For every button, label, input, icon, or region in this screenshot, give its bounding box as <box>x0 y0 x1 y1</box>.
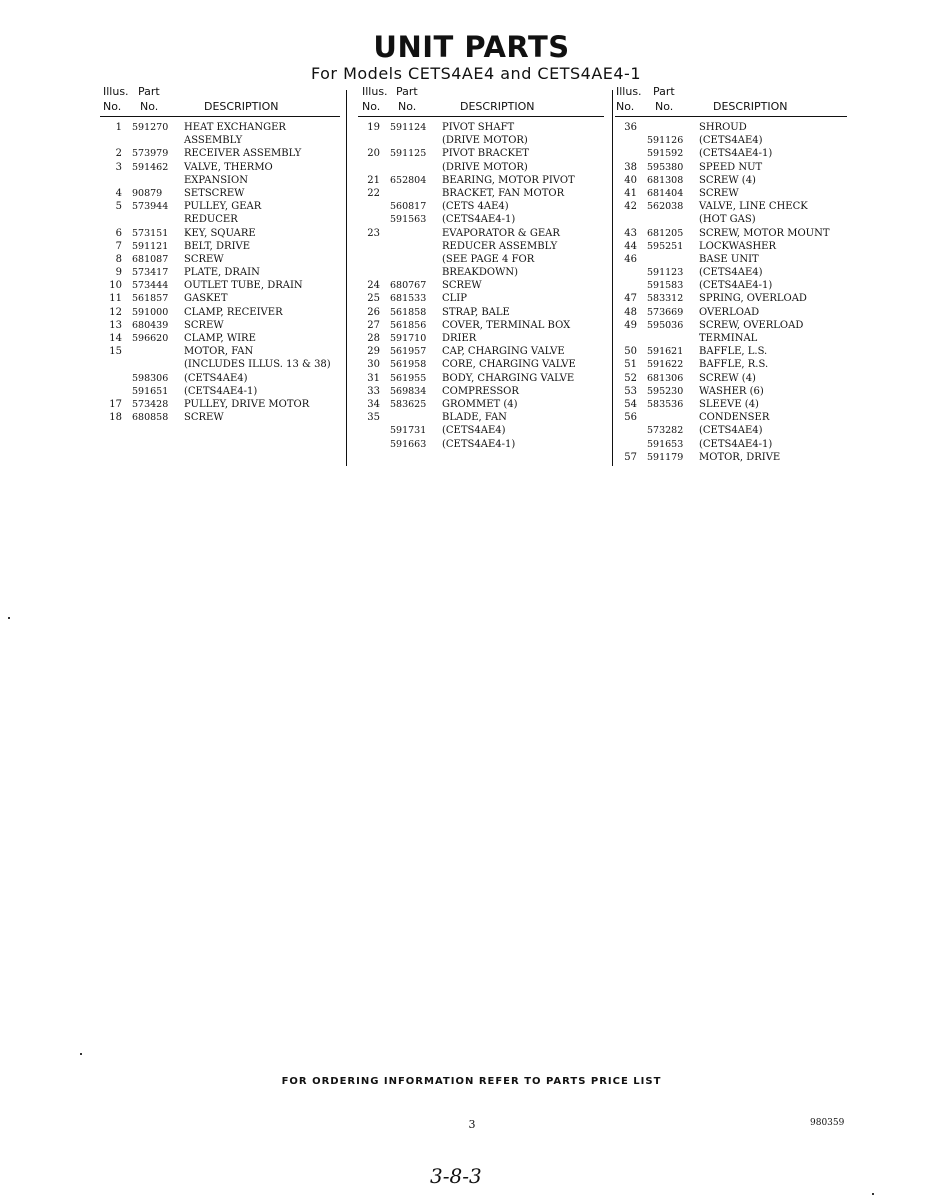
header-rule <box>100 116 340 117</box>
part-number: 583625 <box>390 398 427 410</box>
part-description: (CETS4AE4-1) <box>699 438 773 450</box>
part-description: BODY, CHARGING VALVE <box>442 372 575 384</box>
illus-number: 1 <box>115 122 122 133</box>
table-row <box>100 134 342 147</box>
table-row <box>358 227 610 240</box>
part-description: (CETS4AE4) <box>699 425 763 437</box>
table-row <box>615 424 855 437</box>
illus-number: 26 <box>367 306 380 318</box>
illus-number: 54 <box>624 398 637 410</box>
table-row <box>615 134 855 147</box>
table-row <box>358 424 610 437</box>
page-number: 3 <box>468 1118 476 1131</box>
part-description: (CETS4AE4) <box>699 267 763 279</box>
table-row <box>358 438 610 451</box>
part-description: BLADE, FAN <box>442 412 507 424</box>
illus-number: 17 <box>109 398 122 410</box>
part-description: SCREW <box>699 187 739 199</box>
part-number: 591653 <box>647 438 684 450</box>
header-rule <box>615 116 847 117</box>
part-description: (INCLUDES ILLUS. 13 & 38) <box>184 359 331 371</box>
illus-number: 2 <box>115 148 122 160</box>
header-part-label: Part <box>396 85 418 98</box>
header-description: DESCRIPTION <box>713 100 788 113</box>
table-row <box>358 385 610 398</box>
part-description: ASSEMBLY <box>184 135 243 147</box>
part-number: 561858 <box>390 306 427 318</box>
table-row <box>100 147 342 160</box>
part-description: (DRIVE MOTOR) <box>442 161 528 173</box>
table-row <box>615 398 855 411</box>
part-description: PULLEY, DRIVE MOTOR <box>184 398 310 410</box>
table-row <box>358 279 610 292</box>
part-number: 680439 <box>132 319 169 331</box>
part-description: BREAKDOWN) <box>442 267 519 279</box>
illus-number: 8 <box>115 253 122 265</box>
table-row <box>100 161 342 174</box>
table-row <box>615 451 855 464</box>
parts-list <box>100 121 342 424</box>
table-row <box>615 187 855 200</box>
part-number: 573669 <box>647 306 684 318</box>
part-description: SCREW (4) <box>699 174 756 186</box>
table-row <box>100 279 342 292</box>
illus-number: 15 <box>109 346 122 358</box>
header-illus-label: Illus. <box>103 85 129 98</box>
table-row <box>358 372 610 385</box>
illus-number: 20 <box>367 148 380 160</box>
part-number: 681306 <box>647 372 684 384</box>
part-number: 591125 <box>390 148 427 160</box>
part-description: KEY, SQUARE <box>184 227 256 239</box>
part-number: 561955 <box>390 372 427 384</box>
part-number: 591462 <box>132 161 169 173</box>
part-number: 569834 <box>390 385 427 397</box>
page-title: UNIT PARTS <box>373 30 570 64</box>
part-description: (CETS4AE4) <box>699 135 763 147</box>
illus-number: 28 <box>367 333 380 344</box>
part-number: 680767 <box>390 280 427 292</box>
table-row <box>358 398 610 411</box>
illus-number: 7 <box>115 240 122 252</box>
table-row <box>358 121 610 134</box>
illus-number: 35 <box>367 412 380 424</box>
table-row <box>615 147 855 160</box>
part-description: RECEIVER ASSEMBLY <box>184 148 302 160</box>
table-row <box>615 385 855 398</box>
column-header <box>358 83 610 117</box>
part-description: (SEE PAGE 4 FOR <box>442 253 535 265</box>
part-description: BAFFLE, R.S. <box>699 359 769 371</box>
table-row <box>100 345 342 358</box>
ordering-info-footer: FOR ORDERING INFORMATION REFER TO PARTS PRICE LIST <box>281 1076 662 1087</box>
illus-number: 34 <box>367 398 380 410</box>
part-number: 562038 <box>647 201 684 213</box>
part-number: 591123 <box>647 267 684 279</box>
illus-number: 19 <box>367 122 380 133</box>
parts-column-3 <box>615 83 855 464</box>
illus-number: 4 <box>115 187 122 199</box>
illus-number: 29 <box>367 346 380 358</box>
illus-number: 22 <box>367 187 380 199</box>
table-row <box>100 253 342 266</box>
part-description: EXPANSION <box>184 174 248 186</box>
part-description: (CETS4AE4-1) <box>442 438 516 450</box>
header-illus-no: No. <box>103 100 122 113</box>
table-row <box>615 174 855 187</box>
part-description: OVERLOAD <box>699 306 760 318</box>
part-description: SHROUD <box>699 122 747 133</box>
part-number: 652804 <box>390 174 427 186</box>
table-row <box>358 240 610 253</box>
header-part-no: No. <box>655 100 674 113</box>
illus-number: 42 <box>624 201 637 213</box>
table-row <box>100 385 342 398</box>
illus-number: 43 <box>624 227 637 239</box>
illus-number: 3 <box>115 161 122 173</box>
header-illus-label: Illus. <box>362 85 388 98</box>
part-description: (CETS 4AE4) <box>442 201 509 213</box>
part-description: VALVE, LINE CHECK <box>699 201 808 213</box>
part-number: 591731 <box>390 425 427 437</box>
part-description: (CETS4AE4-1) <box>699 148 773 160</box>
table-row <box>615 438 855 451</box>
illus-number: 40 <box>624 174 637 186</box>
part-number: 573444 <box>132 280 169 292</box>
header-part-no: No. <box>140 100 159 113</box>
part-number: 561958 <box>390 359 427 371</box>
illus-number: 47 <box>624 293 637 305</box>
illus-number: 11 <box>109 293 122 305</box>
table-row <box>615 358 855 371</box>
part-description: CAP, CHARGING VALVE <box>442 346 565 358</box>
header-illus-no: No. <box>362 100 381 113</box>
part-description: (CETS4AE4) <box>442 425 506 437</box>
table-row <box>615 345 855 358</box>
part-description: SLEEVE (4) <box>699 398 759 410</box>
table-row <box>615 240 855 253</box>
part-number: 591622 <box>647 359 684 371</box>
table-row <box>358 174 610 187</box>
table-row <box>100 187 342 200</box>
illus-number: 50 <box>624 346 637 358</box>
part-description: REDUCER <box>184 214 238 226</box>
part-description: OUTLET TUBE, DRAIN <box>184 280 303 292</box>
part-description: VALVE, THERMO <box>184 161 273 173</box>
column-divider-2 <box>612 90 613 466</box>
part-description: DRIER <box>442 333 477 344</box>
part-description: LOCKWASHER <box>699 240 777 252</box>
illus-number: 48 <box>624 306 637 318</box>
table-row <box>358 147 610 160</box>
part-number: 591126 <box>647 135 684 147</box>
table-row <box>358 134 610 147</box>
part-number: 596620 <box>132 333 169 344</box>
table-row <box>358 411 610 424</box>
table-row <box>358 213 610 226</box>
scan-speck <box>80 1053 82 1055</box>
header-part-label: Part <box>138 85 160 98</box>
table-row <box>358 187 610 200</box>
table-row <box>615 213 855 226</box>
part-description: COMPRESSOR <box>442 385 519 397</box>
part-description: SCREW (4) <box>699 372 756 384</box>
table-row <box>615 121 855 134</box>
table-row <box>100 306 342 319</box>
header-illus-label: Illus. <box>616 85 642 98</box>
part-description: SPRING, OVERLOAD <box>699 293 807 305</box>
part-description: BRACKET, FAN MOTOR <box>442 187 565 199</box>
table-row <box>615 332 855 345</box>
header-part-no: No. <box>398 100 417 113</box>
part-description: GASKET <box>184 293 228 305</box>
part-number: 591583 <box>647 280 684 292</box>
illus-number: 51 <box>624 359 637 371</box>
table-row <box>615 411 855 424</box>
header-description: DESCRIPTION <box>460 100 535 113</box>
header-description: DESCRIPTION <box>204 100 279 113</box>
part-number: 595036 <box>647 319 684 331</box>
part-number: 591270 <box>132 122 169 133</box>
illus-number: 33 <box>367 385 380 397</box>
part-number: 598306 <box>132 372 169 384</box>
part-number: 573944 <box>132 201 169 213</box>
part-number: 681533 <box>390 293 427 305</box>
table-row <box>615 279 855 292</box>
illus-number: 21 <box>367 174 380 186</box>
illus-number: 46 <box>624 253 637 265</box>
part-description: (CETS4AE4-1) <box>184 385 258 397</box>
table-row <box>100 372 342 385</box>
part-description: (DRIVE MOTOR) <box>442 135 528 147</box>
parts-list <box>358 121 610 451</box>
illus-number: 53 <box>624 385 637 397</box>
page-subtitle: For Models CETS4AE4 and CETS4AE4-1 <box>310 64 642 83</box>
table-row <box>100 174 342 187</box>
part-description: PLATE, DRAIN <box>184 267 260 279</box>
document-number: 980359 <box>810 1118 845 1128</box>
illus-number: 31 <box>367 372 380 384</box>
part-description: SCREW <box>184 253 224 265</box>
table-row <box>358 266 610 279</box>
part-number: 681205 <box>647 227 684 239</box>
illus-number: 13 <box>109 319 122 331</box>
part-number: 561957 <box>390 346 427 358</box>
illus-number: 25 <box>367 293 380 305</box>
part-number: 573979 <box>132 148 169 160</box>
part-description: SCREW <box>184 319 224 331</box>
part-description: BEARING, MOTOR PIVOT <box>442 174 575 186</box>
part-number: 591563 <box>390 214 427 226</box>
illus-number: 44 <box>624 240 637 252</box>
table-row <box>100 411 342 424</box>
part-description: (CETS4AE4) <box>184 372 248 384</box>
part-description: REDUCER ASSEMBLY <box>442 240 558 252</box>
illus-number: 9 <box>115 267 122 279</box>
part-description: SCREW <box>442 280 482 292</box>
part-description: SCREW, MOTOR MOUNT <box>699 227 830 239</box>
header-illus-no: No. <box>616 100 635 113</box>
illus-number: 6 <box>115 227 122 239</box>
table-row <box>615 161 855 174</box>
part-number: 591621 <box>647 346 684 358</box>
illus-number: 18 <box>109 412 122 424</box>
parts-list <box>615 121 855 464</box>
parts-column-1 <box>100 83 342 424</box>
part-description: PIVOT BRACKET <box>442 148 529 160</box>
illus-number: 12 <box>109 306 122 318</box>
illus-number: 14 <box>109 333 122 344</box>
part-description: COVER, TERMINAL BOX <box>442 319 571 331</box>
part-description: CORE, CHARGING VALVE <box>442 359 576 371</box>
illus-number: 10 <box>109 280 122 292</box>
table-row <box>615 319 855 332</box>
table-row <box>100 332 342 345</box>
part-number: 90879 <box>132 187 163 199</box>
scan-speck <box>8 617 10 619</box>
header-rule <box>358 116 604 117</box>
table-row <box>100 398 342 411</box>
part-description: SETSCREW <box>184 187 245 199</box>
part-description: HEAT EXCHANGER <box>184 122 286 133</box>
part-number: 591124 <box>390 122 427 133</box>
part-description: BELT, DRIVE <box>184 240 251 252</box>
table-row <box>358 319 610 332</box>
part-description: CLIP <box>442 293 467 305</box>
illus-number: 30 <box>367 359 380 371</box>
table-row <box>615 372 855 385</box>
table-row <box>615 266 855 279</box>
table-row <box>358 292 610 305</box>
illus-number: 57 <box>624 451 637 463</box>
illus-number: 38 <box>624 161 637 173</box>
table-row <box>358 253 610 266</box>
part-number: 591000 <box>132 306 169 318</box>
part-description: CLAMP, RECEIVER <box>184 306 283 318</box>
table-row <box>358 306 610 319</box>
header-part-label: Part <box>653 85 675 98</box>
part-description: BASE UNIT <box>699 253 759 265</box>
illus-number: 56 <box>624 412 637 424</box>
part-description: BAFFLE, L.S. <box>699 346 768 358</box>
illus-number: 23 <box>367 227 380 239</box>
table-row <box>100 292 342 305</box>
table-row <box>615 253 855 266</box>
illus-number: 49 <box>624 319 637 331</box>
part-number: 561856 <box>390 319 427 331</box>
part-number: 583536 <box>647 398 684 410</box>
part-number: 573282 <box>647 425 684 437</box>
part-description: PIVOT SHAFT <box>442 122 515 133</box>
part-description: (CETS4AE4-1) <box>699 280 773 292</box>
part-description: GROMMET (4) <box>442 398 518 410</box>
illus-number: 5 <box>115 201 122 213</box>
table-row <box>358 200 610 213</box>
part-number: 595251 <box>647 240 684 252</box>
part-number: 591179 <box>647 451 684 463</box>
part-description: PULLEY, GEAR <box>184 201 262 213</box>
part-description: (HOT GAS) <box>699 214 756 226</box>
scan-speck <box>872 1193 874 1195</box>
part-description: SPEED NUT <box>699 161 763 173</box>
part-number: 591710 <box>390 333 427 344</box>
part-description: MOTOR, DRIVE <box>699 451 781 463</box>
part-description: SCREW <box>184 412 224 424</box>
part-number: 591592 <box>647 148 684 160</box>
table-row <box>615 200 855 213</box>
part-description: CLAMP, WIRE <box>184 333 256 344</box>
table-row <box>358 332 610 345</box>
part-number: 591651 <box>132 385 169 397</box>
part-number: 591663 <box>390 438 427 450</box>
table-row <box>358 358 610 371</box>
table-row <box>358 345 610 358</box>
column-divider-1 <box>346 90 347 466</box>
part-number: 681087 <box>132 253 169 265</box>
table-row <box>100 240 342 253</box>
illus-number: 27 <box>367 319 380 331</box>
part-number: 681308 <box>647 174 684 186</box>
part-description: SCREW, OVERLOAD <box>699 319 804 331</box>
part-number: 595230 <box>647 385 684 397</box>
table-row <box>100 319 342 332</box>
part-description: TERMINAL <box>699 333 758 344</box>
table-row <box>100 121 342 134</box>
table-row <box>100 200 342 213</box>
table-row <box>358 161 610 174</box>
part-description: WASHER (6) <box>699 385 764 397</box>
table-row <box>100 266 342 279</box>
part-number: 561857 <box>132 293 169 305</box>
table-row <box>615 227 855 240</box>
handwritten-note: 3-8-3 <box>430 1164 482 1188</box>
part-number: 560817 <box>390 201 427 213</box>
parts-column-2 <box>358 83 610 451</box>
illus-number: 36 <box>624 122 637 133</box>
part-number: 591121 <box>132 240 169 252</box>
column-header <box>615 83 855 117</box>
part-number: 680858 <box>132 412 169 424</box>
table-row <box>100 213 342 226</box>
part-description: (CETS4AE4-1) <box>442 214 516 226</box>
part-description: EVAPORATOR & GEAR <box>442 227 560 239</box>
part-number: 573417 <box>132 267 169 279</box>
part-description: STRAP, BALE <box>442 306 510 318</box>
part-number: 573151 <box>132 227 169 239</box>
illus-number: 41 <box>624 187 637 199</box>
column-header <box>100 83 342 117</box>
part-number: 583312 <box>647 293 684 305</box>
part-description: MOTOR, FAN <box>184 346 254 358</box>
illus-number: 24 <box>367 280 380 292</box>
table-row <box>100 227 342 240</box>
table-row <box>100 358 342 371</box>
part-description: CONDENSER <box>699 412 770 424</box>
table-row <box>615 292 855 305</box>
part-number: 681404 <box>647 187 684 199</box>
part-number: 573428 <box>132 398 169 410</box>
part-number: 595380 <box>647 161 684 173</box>
table-row <box>615 306 855 319</box>
illus-number: 52 <box>624 372 637 384</box>
